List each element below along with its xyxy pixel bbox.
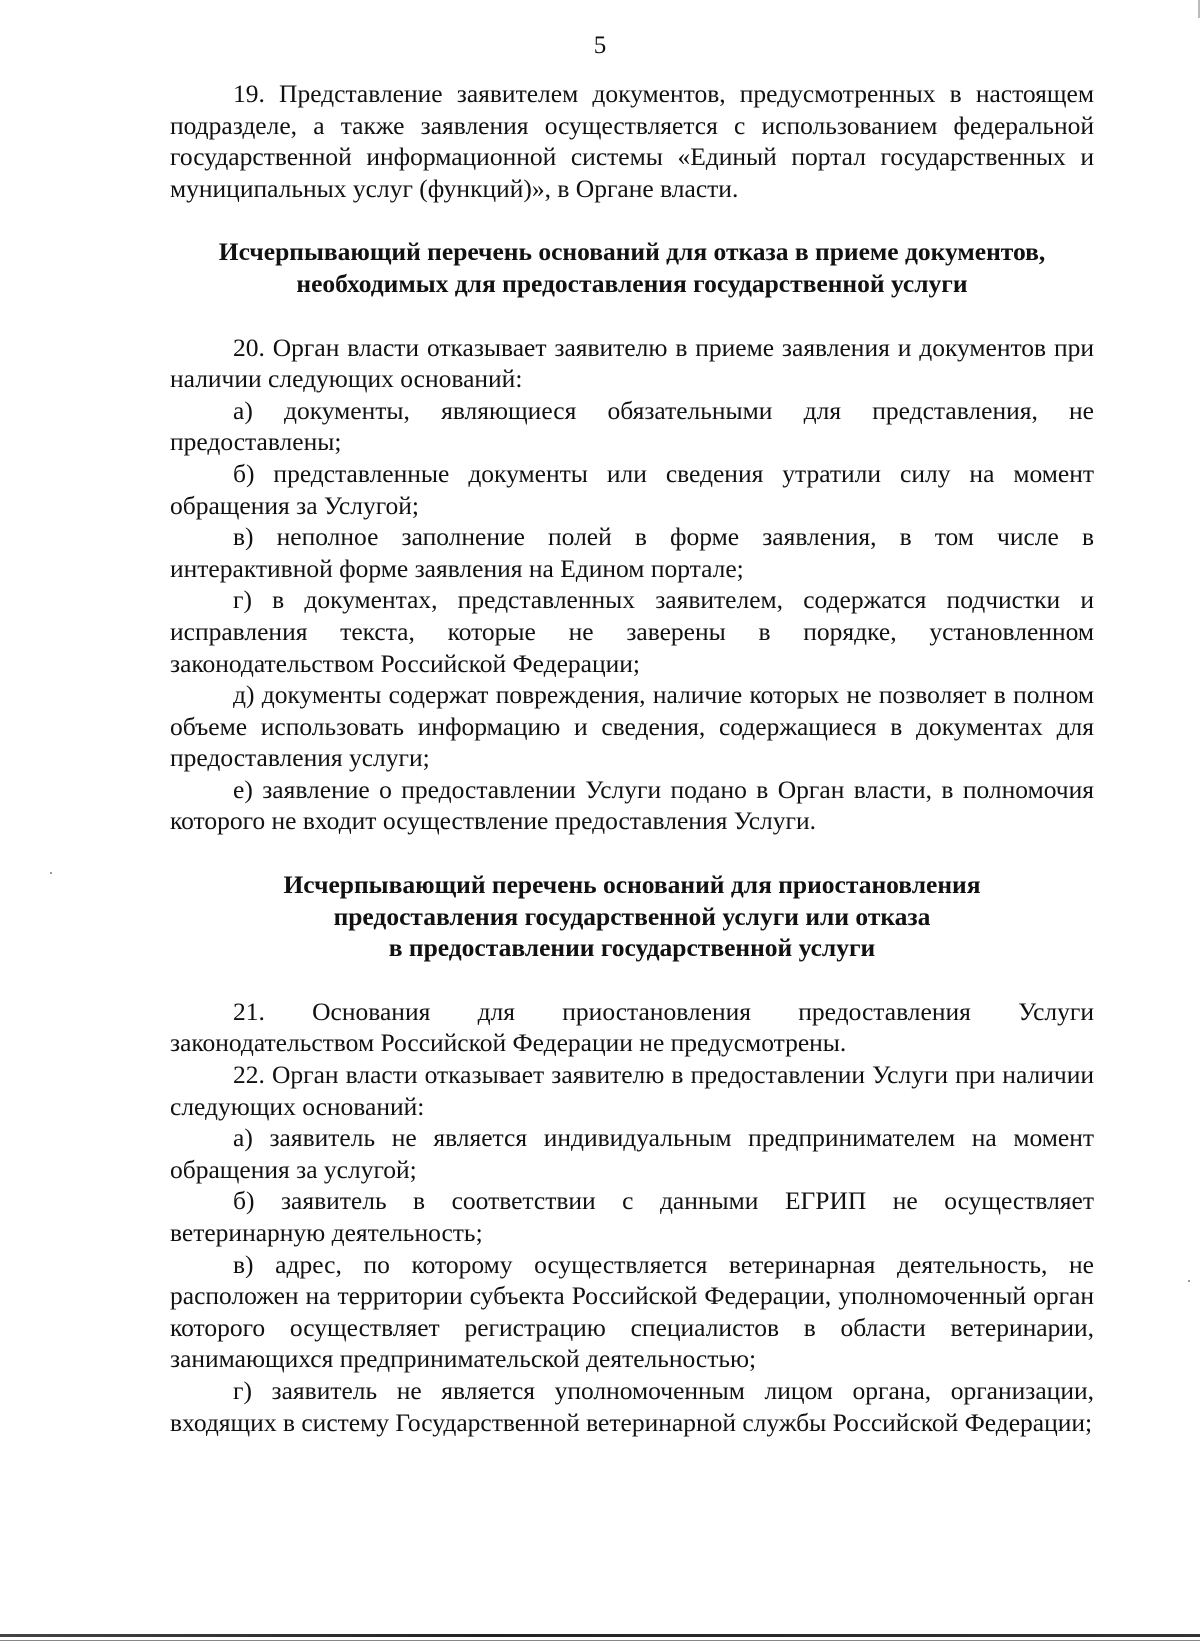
list-item-20a: а) документы, являющиеся обязательными для представления, не предоставлены; [170,395,1094,457]
document-body [170,78,1094,1438]
heading-suspension-refusal [170,869,1094,964]
heading-line: необходимых для предоставления государственной услуги [296,268,968,298]
scan-speck [50,872,52,874]
paragraph-22: 22. Орган власти отказывает заявителю в предоставлении Услуги при наличии следующих оснований: [170,1060,1094,1121]
list-item-20d: д) документы содержат повреждения, наличие которых не позволяет в полном объеме использовать информацию и сведения, содержащиеся в документах для предоставления услуги; [170,680,1094,773]
list-item-20e: е) заявление о предоставлении Услуги подано в Орган власти, в полномочия которого не входит осуществление предоставления Услуги. [170,774,1094,836]
paragraph-20: 20. Орган власти отказывает заявителю в приеме заявления и документов при наличии следующих оснований: [170,332,1094,394]
scan-bottom-line [0,1634,1200,1637]
list-item-20g: г) в документах, представленных заявителем, содержатся подчистки и исправления текста, которые не заверены в порядке, установленном законодательством Российской Федерации; [170,585,1094,678]
heading-refusal-documents [170,236,1094,299]
paragraph-19: 19. Представление заявителем документов, предусмотренных в настоящем подразделе, а также заявления осуществляется с использованием федеральной государственной информационной системы «Единый портал государственных и муниципальных услуг (функций)», в Органе власти. [170,79,1094,203]
heading-line: Исчерпывающий перечень оснований для отказа в приеме документов, [218,237,1046,267]
list-item-20b: б) представленные документы или сведения утратили силу на момент обращения за Услугой; [170,458,1094,520]
page-number: 5 [593,32,607,59]
heading-line: предоставления государственной услуги или отказа [333,901,931,931]
list-item-22b: б) заявитель в соответствии с данными ЕГРИП не осуществляет ветеринарную деятельность; [170,1186,1094,1247]
paragraph-21: 21. Основания для приостановления предоставления Услуги законодательством Российской Федерации не предусмотрены. [170,996,1094,1058]
scan-bottom-line [0,1640,1200,1641]
list-item-22a: а) заявитель не является индивидуальным предпринимателем на момент обращения за услугой; [170,1123,1094,1184]
list-item-20v: в) неполное заполнение полей в форме заявления, в том числе в интерактивной форме заявления на Едином портале; [170,522,1094,583]
heading-line: Исчерпывающий перечень оснований для приостановления [283,870,981,900]
heading-line: в предоставлении государственной услуги [388,933,876,963]
list-item-22v: в) адрес, по которому осуществляется ветеринарная деятельность, не расположен на территории субъекта Российской Федерации, уполномоченный орган которого осуществляет регистрацию специалистов в области ветеринарии, занимающихся предпринимательской деятельностью; [170,1249,1094,1374]
list-item-22g: г) заявитель не является уполномоченным лицом органа, организации, входящих в систему Государственной ветеринарной службы Российской Федерации; [170,1375,1094,1437]
scan-speck [1188,1280,1190,1282]
